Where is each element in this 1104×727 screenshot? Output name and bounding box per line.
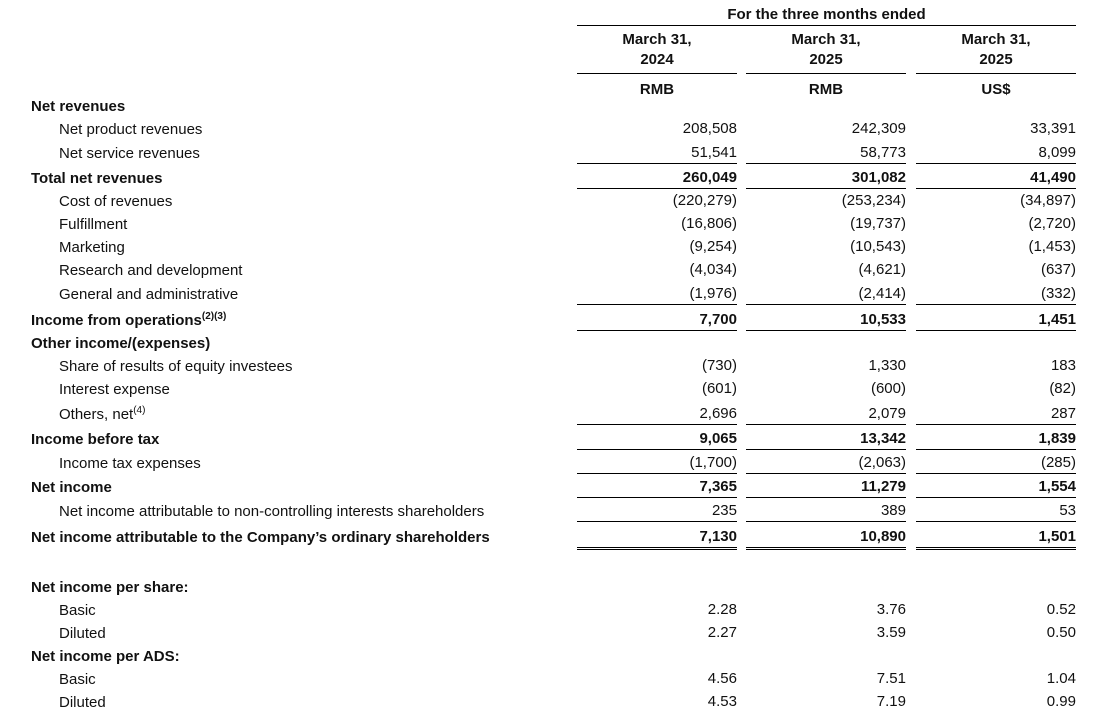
value-cell: 4.56 [707,670,737,687]
row-label: Net income attributable to the Company’s ordinary shareholders [31,529,490,546]
row-label: Income tax expenses [59,455,201,472]
value-cell: 0.99 [1046,693,1076,710]
table-row [0,355,1104,378]
value-cell: 235 [577,500,737,522]
row-label: Interest expense [59,381,170,398]
footnote-ref: (2)(3) [201,311,227,322]
table-row [0,236,1104,259]
value-cell: 2,079 [746,403,906,425]
value-cell: 8,099 [916,142,1076,164]
table-row [0,213,1104,236]
column-2-year: 2025 [809,51,843,68]
column-1-date: March 31, [622,31,692,48]
value-cell: (2,063) [746,452,906,474]
value-cell: 58,773 [746,142,906,164]
table-row [0,645,1104,668]
table-row [0,452,1104,475]
table-row [0,118,1104,141]
table-row [0,167,1104,190]
table-row [0,332,1104,355]
value-cell: (9,254) [689,238,737,255]
value-cell: (730) [701,357,737,374]
value-cell: (4,034) [689,261,737,278]
value-cell: 183 [1050,357,1076,374]
value-cell: 7.19 [876,693,906,710]
value-cell: (1,700) [577,452,737,474]
table-row [0,691,1104,714]
value-cell: (253,234) [841,192,906,209]
column-3-currency: US$ [981,81,1011,98]
column-1-year: 2024 [640,51,674,68]
row-label: Share of results of equity investees [59,358,293,375]
table-row [0,403,1104,426]
row-label: Others, net$^{(4)}$ [59,405,146,423]
value-cell: 41,490 [916,167,1076,189]
value-cell: 2,696 [577,403,737,425]
value-cell: 10,890 [746,526,906,550]
value-cell: (2,720) [1028,215,1076,232]
value-cell: 260,049 [577,167,737,189]
row-label: Total net revenues [31,170,163,187]
row-label: Other income/(expenses) [31,335,211,352]
row-label: General and administrative [59,286,239,303]
row-label: Net service revenues [59,145,200,162]
value-cell: 7.51 [876,670,906,687]
value-cell: 2.27 [707,624,737,641]
value-cell: 208,508 [682,120,737,137]
value-cell: 9,065 [577,428,737,450]
value-cell: 7,130 [577,526,737,550]
value-cell: 242,309 [851,120,906,137]
row-label: Fulfillment [59,216,128,233]
row-label: Marketing [59,239,125,256]
row-label: Income before tax [31,431,160,448]
table-row [0,95,1104,118]
column-header-3 [916,30,1076,100]
column-2-currency: RMB [808,81,844,98]
value-cell: 1.04 [1046,670,1076,687]
value-cell: 10,533 [746,309,906,331]
value-cell: (1,453) [1028,238,1076,255]
row-label: Net income per ADS: [31,648,180,665]
table-row [0,668,1104,691]
footnote-ref: (4) [133,405,146,416]
value-cell: 389 [746,500,906,522]
value-cell: 1,451 [916,309,1076,331]
value-cell: (637) [1040,261,1076,278]
value-cell: 1,330 [868,357,906,374]
table-row [0,142,1104,165]
column-3-date: March 31, [961,31,1031,48]
value-cell: 11,279 [746,476,906,498]
value-cell: 1,839 [916,428,1076,450]
value-cell: (2,414) [746,283,906,305]
value-cell: 1,554 [916,476,1076,498]
value-cell: (1,976) [577,283,737,305]
value-cell: 0.52 [1046,601,1076,618]
row-label: Research and development [59,262,243,279]
table-row [0,283,1104,306]
value-cell: (4,621) [858,261,906,278]
value-cell: 1,501 [916,526,1076,550]
table-row [0,378,1104,401]
value-cell: 3.76 [876,601,906,618]
value-cell: (16,806) [681,215,737,232]
table-row [0,599,1104,622]
value-cell: 51,541 [577,142,737,164]
value-cell: (19,737) [850,215,906,232]
value-cell: 13,342 [746,428,906,450]
value-cell: 3.59 [876,624,906,641]
table-row [0,190,1104,213]
value-cell: 2.28 [707,601,737,618]
value-cell: (600) [870,380,906,397]
row-label: Diluted [59,625,106,642]
column-header-2 [746,30,906,100]
table-row [0,622,1104,645]
row-label: Basic [59,671,96,688]
value-cell: (10,543) [850,238,906,255]
table-row [0,259,1104,282]
value-cell: 53 [916,500,1076,522]
value-cell: 301,082 [746,167,906,189]
value-cell: 33,391 [1030,120,1076,137]
value-cell: 287 [916,403,1076,425]
value-cell: 7,365 [577,476,737,498]
value-cell: (220,279) [672,192,737,209]
value-cell: (82) [1049,380,1076,397]
value-cell: (601) [701,380,737,397]
column-2-date: March 31, [791,31,861,48]
row-label: Net product revenues [59,121,203,138]
period-header: For the three months ended [577,5,1076,26]
row-label: Net income attributable to non-controlling interests shareholders [59,503,485,520]
table-row [0,500,1104,523]
table-row [0,526,1104,549]
row-label: Net revenues [31,98,126,115]
column-3-year: 2025 [979,51,1013,68]
value-cell: 4.53 [707,693,737,710]
row-label: Income from operations$^{(2)(3)}$ [31,311,227,329]
row-label: Net income per share: [31,579,189,596]
row-label: Basic [59,602,96,619]
row-label: Diluted [59,694,106,711]
row-label: Net income [31,479,112,496]
value-cell: (332) [916,283,1076,305]
value-cell: (285) [916,452,1076,474]
table-row [0,309,1104,332]
table-row [0,428,1104,451]
row-label: Cost of revenues [59,193,173,210]
value-cell: 0.50 [1046,624,1076,641]
table-row [0,576,1104,599]
column-header-1 [577,30,737,100]
column-1-currency: RMB [639,81,675,98]
value-cell: (34,897) [1020,192,1076,209]
value-cell: 7,700 [577,309,737,331]
table-row [0,476,1104,499]
